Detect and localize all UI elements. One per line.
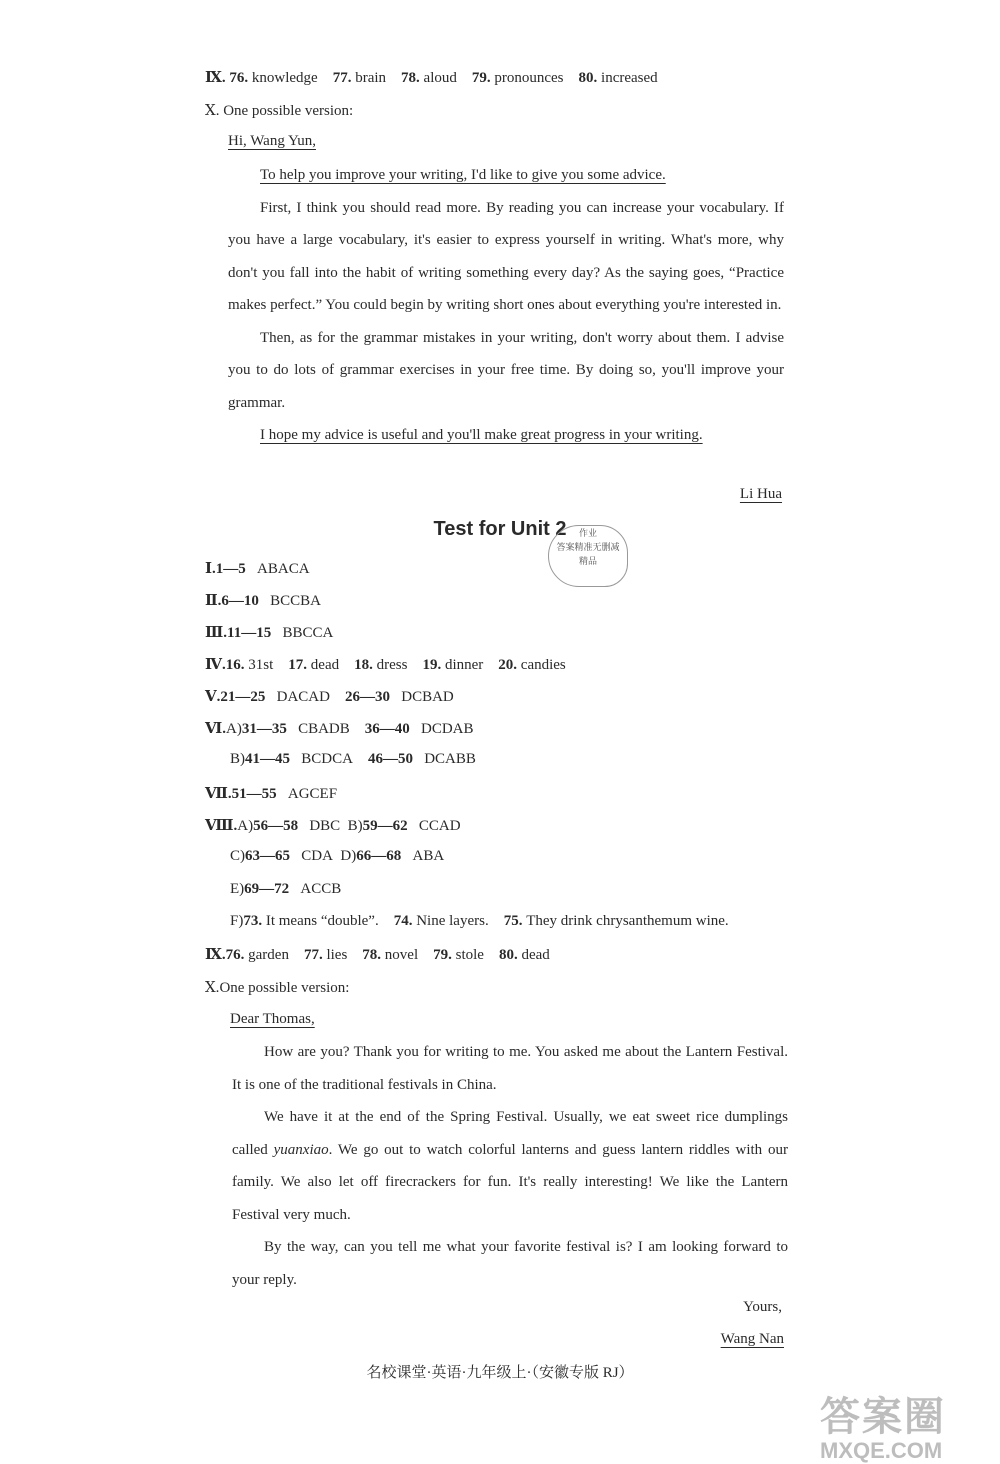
answer-range: 36—40 (364, 721, 410, 737)
watermark-line: 答案圈 (820, 1395, 946, 1439)
section-9-top: Ⅸ. 76. knowledge 77. brain 78. aloud 79. pronounces 80. increased (205, 70, 658, 86)
answer-range: 59—62 (362, 818, 408, 834)
answer-text: novel (384, 947, 419, 963)
answer-text: They drink chrysanthemum wine. (526, 913, 729, 929)
answer-number: 74. (393, 913, 413, 929)
section-10-top-header: Ⅹ. One possible version: (205, 103, 354, 119)
section-number: Ⅳ. (205, 657, 226, 673)
section-label: One possible version: (223, 103, 354, 119)
answer-row-8f (230, 913, 729, 930)
letter-italic-word: yuanxiao (273, 1141, 329, 1158)
answer-row-5 (205, 687, 454, 706)
stamp-line: 作业 (578, 528, 597, 538)
answer-text: pronounces (494, 70, 564, 86)
letter-text: . We go out to watch colorful lanterns and guess lantern riddles with our family. We also let off firecrackers for fun. It's really interesting! We like the Lantern Festival very much. (232, 1141, 788, 1223)
answer-row-8c (230, 848, 444, 865)
answer-row-1 (205, 559, 310, 578)
section-number: Ⅵ. (205, 721, 226, 737)
answer-text: BCCBA (270, 593, 322, 609)
answer-range: 21—25 (220, 689, 266, 705)
answer-text: CCAD (418, 818, 461, 834)
answer-range: 6—10 (221, 593, 259, 609)
answer-range: 1—5 (215, 561, 246, 577)
section-label: One possible version: (219, 980, 350, 996)
answer-range: 26—30 (344, 689, 390, 705)
answer-text: stole (455, 947, 484, 963)
letter-greeting: Hi, Wang Yun, (228, 133, 316, 149)
stamp-line: 答案精准无删减 (556, 542, 620, 552)
answer-range: 63—65 (245, 848, 290, 864)
answer-row-9 (205, 945, 550, 964)
answer-text: DCBAD (401, 689, 454, 705)
answer-range: 69—72 (244, 881, 290, 897)
answer-range: 11—15 (227, 625, 272, 641)
answer-row-7 (205, 784, 337, 803)
section-number: Ⅹ. (205, 980, 220, 996)
letter-paragraph: How are you? Thank you for writing to me. You asked me about the Lantern Festival. It is one of the traditional festivals in China. (232, 1044, 788, 1093)
section-number: Ⅰ. (205, 561, 216, 577)
answer-number: 19. (422, 657, 442, 673)
answer-text: BBCCA (282, 625, 334, 641)
answer-text: BCDCA (301, 751, 353, 767)
answer-text: dinner (444, 657, 484, 673)
section-number: Ⅱ. (205, 593, 222, 609)
answer-row-8e (230, 881, 341, 898)
answer-text: knowledge (251, 70, 318, 86)
answer-text: dead (521, 947, 550, 963)
answer-number: 78. (362, 947, 382, 963)
letter-closing: Yours, (743, 1299, 782, 1315)
answer-text: It means “double”. (265, 913, 379, 929)
answer-text: aloud (423, 70, 457, 86)
answer-text: candies (520, 657, 566, 673)
answer-text: dead (310, 657, 340, 673)
answer-text: increased (601, 70, 658, 86)
answer-number: 20. (498, 657, 518, 673)
answer-number: 80. (498, 947, 518, 963)
answer-row-4 (205, 655, 566, 674)
answer-text: AGCEF (287, 786, 338, 802)
answer-text: DCABB (424, 751, 476, 767)
answer-number: 79. (433, 947, 452, 963)
answer-range: 56—58 (253, 818, 299, 834)
letter-paragraph: By the way, can you tell me what your favorite festival is? I am looking forward to your reply. (232, 1239, 788, 1288)
unit-title: Test for Unit 2 (433, 518, 567, 540)
letter-greeting: Dear Thomas, (230, 1011, 315, 1027)
answer-range: 51—55 (231, 786, 277, 802)
answer-text: CBADB (298, 721, 350, 737)
part-label: E) (230, 881, 245, 897)
answer-text: lies (326, 947, 348, 963)
answer-row-8a (205, 816, 461, 835)
part-label: D) (340, 848, 357, 864)
answer-text: ABA (412, 848, 445, 864)
part-label: C) (230, 848, 245, 864)
answer-number: 17. (288, 657, 308, 673)
answer-row-6a (205, 719, 474, 738)
letter-signature: Wang Nan (720, 1331, 784, 1347)
site-watermark-logo (820, 1385, 946, 1464)
stamp-line: 精品 (578, 556, 597, 566)
answer-row-3 (205, 623, 333, 642)
section-number: Ⅴ. (205, 689, 221, 705)
answer-number: 18. (354, 657, 373, 673)
answer-number: 77. (303, 947, 323, 963)
part-label: B) (230, 751, 245, 767)
answer-range: 31—35 (241, 721, 287, 737)
answer-text: DCDAB (421, 721, 474, 737)
answer-text: dress (376, 657, 408, 673)
page-footer: 名校课堂·英语·九年级上·（安徽专版 RJ） (366, 1365, 634, 1381)
section-number: Ⅸ. (205, 947, 226, 963)
section-10-bottom-header (205, 978, 349, 997)
letter-paragraph: I hope my advice is useful and you'll make great progress in your writing. (260, 427, 703, 443)
homework-stamp (548, 525, 628, 587)
answer-number: 75. (503, 913, 523, 929)
letter-paragraph: Then, as for the grammar mistakes in your writing, don't worry about them. I advise you to do lots of grammar exercises in your free time. By doing so, you'll improve your grammar. (228, 329, 784, 411)
answer-row-2 (205, 591, 321, 610)
watermark-line: MXQE.COM (820, 1438, 943, 1463)
answer-text: ABACA (257, 561, 310, 577)
answer-range: 66—68 (356, 848, 402, 864)
section-number: Ⅷ. (205, 818, 238, 834)
letter-body-bottom (232, 1036, 788, 1296)
answer-text: 31st (248, 657, 274, 673)
letter-signature: Li Hua (739, 486, 782, 502)
answer-number: 78. (401, 70, 420, 86)
letter-body-top (228, 159, 784, 452)
part-label: B) (347, 818, 363, 834)
answer-text: ACCB (300, 881, 342, 897)
section-number: Ⅸ (205, 70, 222, 86)
answer-text: Nine layers. (416, 913, 489, 929)
answer-number: 79. (471, 70, 491, 86)
part-label: F) (230, 913, 244, 929)
answer-number: 76. (225, 947, 245, 963)
answer-range: 46—50 (367, 751, 413, 767)
answer-number: 77. (332, 70, 352, 86)
section-number: Ⅶ. (205, 786, 232, 802)
answer-row-6b (230, 751, 476, 768)
answer-text: DBC (309, 818, 341, 834)
answer-text: garden (248, 947, 289, 963)
letter-text: We have it at the end of the Spring Festival. Usually, we eat sweet rice dumplings called (232, 1109, 788, 1158)
section-number: Ⅹ (205, 103, 216, 119)
part-label: A) (226, 721, 242, 737)
letter-paragraph: First, I think you should read more. By reading you can increase your vocabulary. If you have a large vocabulary, it's easier to express yourself in writing. What's more, why don't you fall into the habit of writing something every day? As the saying goes, “Practice makes perfect.” You could begin by writing short ones about everything you're interested in. (228, 199, 784, 313)
answer-text: brain (355, 70, 387, 86)
answer-range: 41—45 (245, 751, 290, 767)
section-number: Ⅲ. (205, 625, 228, 641)
letter-paragraph (232, 1101, 788, 1231)
answer-text: DACAD (276, 689, 330, 705)
answer-text: CDA (301, 848, 333, 864)
letter-paragraph: To help you improve your writing, I'd like to give you some advice. (260, 167, 666, 183)
answer-number: 16. (225, 657, 245, 673)
answer-number: 73. (243, 913, 263, 929)
answer-number: 80. (578, 70, 598, 86)
part-label: A) (237, 818, 254, 834)
answer-number: 76. (229, 70, 249, 86)
